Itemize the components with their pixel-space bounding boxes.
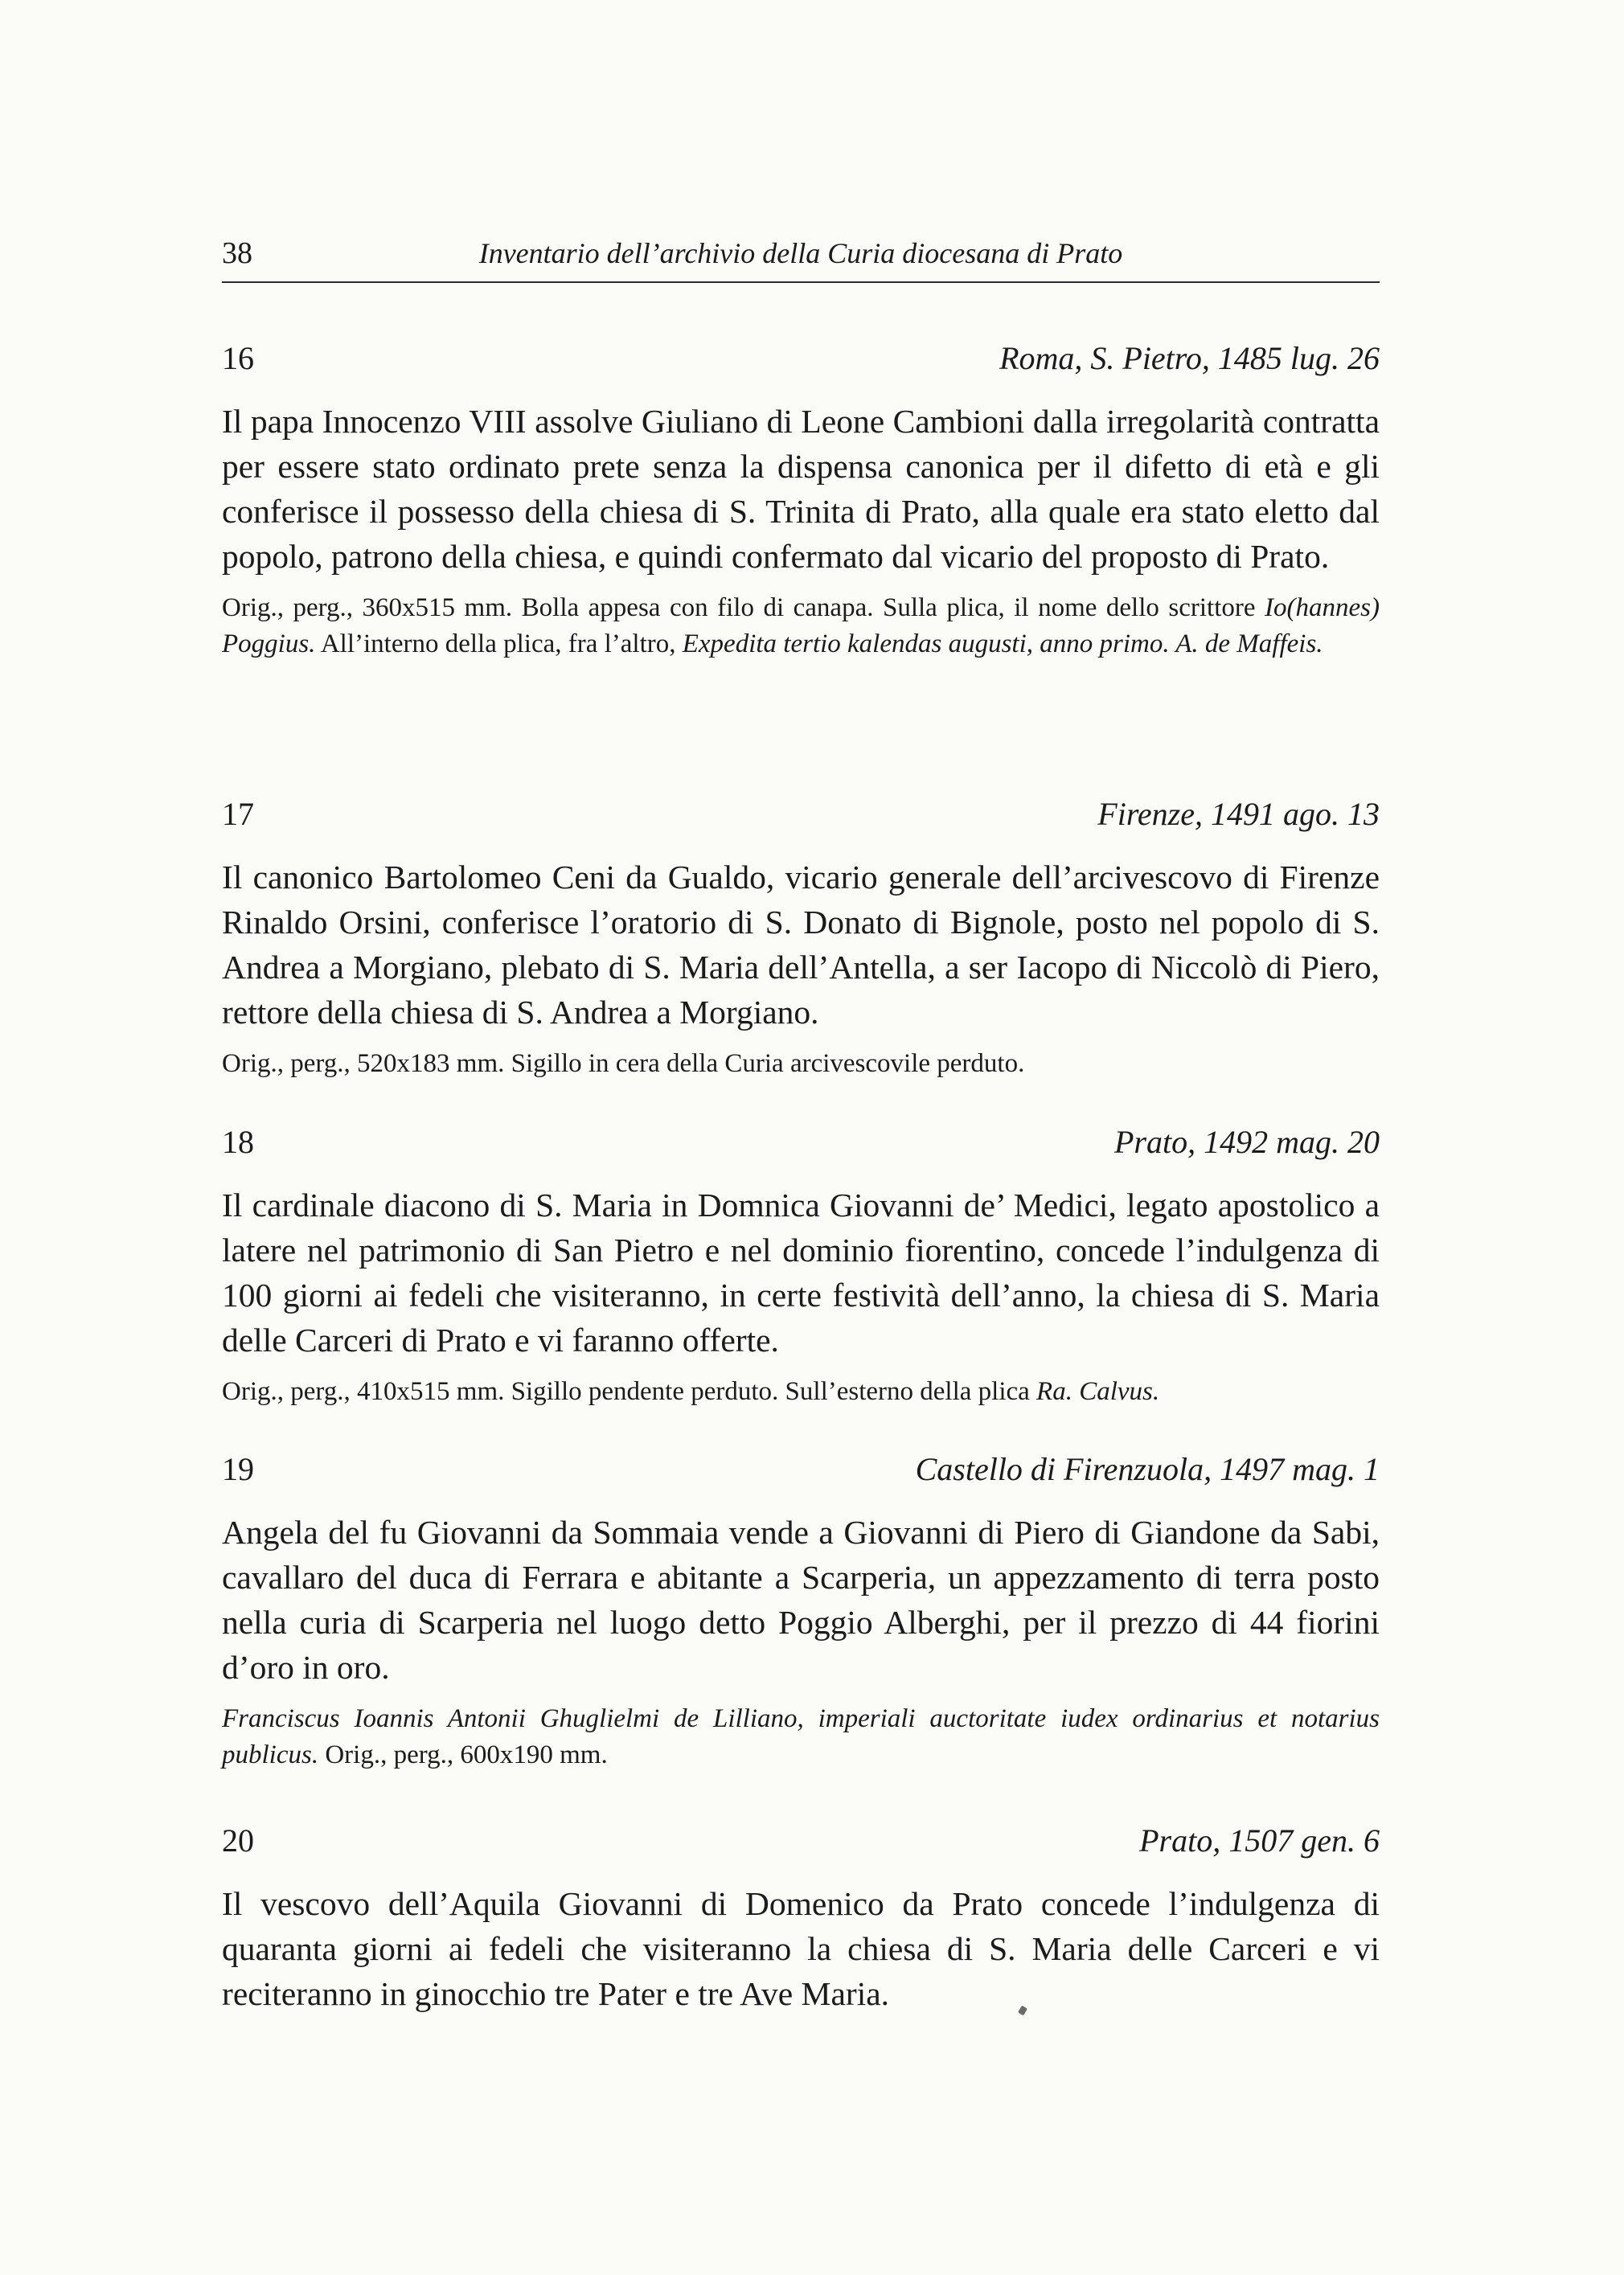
note-text: All’interno della plica, fra l’altro, xyxy=(315,629,683,658)
entry-place-date: Firenze, 1491 ago. 13 xyxy=(1097,796,1380,832)
entry-place-date: Prato, 1492 mag. 20 xyxy=(1114,1124,1380,1160)
running-header xyxy=(222,233,1380,283)
page-number: 38 xyxy=(222,236,252,270)
note-text: Orig., perg., 600x190 mm. xyxy=(318,1740,608,1769)
entry-heading xyxy=(222,1818,1380,1863)
note-italic: Franciscus Ioannis Antonii Ghuglielmi de Lilliano, imperiali auctoritate iudex ordinarius et notarius publicus. xyxy=(222,1704,1380,1769)
entry-heading xyxy=(222,336,1380,381)
entry-20 xyxy=(222,1818,1380,2016)
entry-summary: Il papa Innocenzo VIII assolve Giuliano di Leone Cambioni dalla irregolarità contratta per essere stato ordinato prete senza la dispensa canonica per il difetto di età e gli conferisce il possesso della chiesa di S. Trinita di Prato, alla quale era stato eletto dal popolo, patrono della chiesa, e quindi confermato dal vicario del proposto di Prato. xyxy=(222,403,1380,575)
entry-number: 17 xyxy=(222,796,254,832)
note-italic: Ra. Calvus. xyxy=(1036,1377,1160,1406)
entry-18 xyxy=(222,1120,1380,1410)
note-text: Orig., perg., 410x515 mm. Sigillo pendente perduto. Sull’esterno della plica xyxy=(222,1377,1037,1406)
entry-place-date: Prato, 1507 gen. 6 xyxy=(1139,1822,1380,1859)
entry-number: 18 xyxy=(222,1124,254,1160)
entry-summary: Il canonico Bartolomeo Ceni da Gualdo, vicario generale dell’arcivescovo di Firenze Rinaldo Orsini, conferisce l’oratorio di S. Donato di Bignole, posto nel popolo di S. Andrea a Morgiano, plebato di S. Maria dell’Antella, a ser Iacopo di Niccolò di Piero, rettore della chiesa di S. Andrea a Morgiano. xyxy=(222,859,1380,1031)
note-text: Orig., perg., 520x183 mm. Sigillo in cera della Curia arcivescovile perduto. xyxy=(222,1049,1025,1078)
entry-note xyxy=(222,1374,1380,1410)
entry-17 xyxy=(222,792,1380,1082)
entry-heading xyxy=(222,792,1380,837)
running-title: Inventario dell’archivio della Curia diocesana di Prato xyxy=(478,237,1123,269)
note-italic: Io(hannes) Poggius. xyxy=(222,593,1380,658)
entry-summary: Il vescovo dell’Aquila Giovanni di Domenico da Prato concede l’indulgenza di quaranta giorni ai fedeli che visiteranno la chiesa di S. Maria delle Carceri e vi reciteranno in ginocchio tre Pater e tre Ave Maria. xyxy=(222,1885,1380,2012)
entry-place-date: Roma, S. Pietro, 1485 lug. 26 xyxy=(999,340,1380,376)
entry-number: 19 xyxy=(222,1451,254,1487)
entry-16 xyxy=(222,336,1380,662)
entry-note xyxy=(222,590,1380,662)
note-text: Orig., perg., 360x515 mm. Bolla appesa con filo di canapa. Sulla plica, il nome dello scrittore xyxy=(222,593,1265,622)
entry-heading xyxy=(222,1447,1380,1492)
entry-place-date: Castello di Firenzuola, 1497 mag. 1 xyxy=(915,1451,1380,1487)
note-italic: Expedita tertio kalendas augusti, anno primo. A. de Maffeis. xyxy=(682,629,1323,658)
entry-number: 16 xyxy=(222,340,254,376)
entry-heading xyxy=(222,1120,1380,1165)
entry-summary: Angela del fu Giovanni da Sommaia vende a Giovanni di Piero di Giandone da Sabi, cavallaro del duca di Ferrara e abitante a Scarperia, un appezzamento di terra posto nella curia di Scarperia nel luogo detto Poggio Alberghi, per il prezzo di 44 fiorini d’oro in oro. xyxy=(222,1514,1380,1686)
entry-19 xyxy=(222,1447,1380,1773)
entry-summary: Il cardinale diacono di S. Maria in Domnica Giovanni de’ Medici, legato apostolico a latere nel patrimonio di San Pietro e nel dominio fiorentino, concede l’indulgenza di 100 giorni ai fedeli che visiteranno, in certe festività dell’anno, la chiesa di S. Maria delle Carceri di Prato e vi faranno offerte. xyxy=(222,1187,1380,1359)
entry-note xyxy=(222,1046,1380,1082)
entry-number: 20 xyxy=(222,1822,254,1859)
entry-note xyxy=(222,1701,1380,1773)
